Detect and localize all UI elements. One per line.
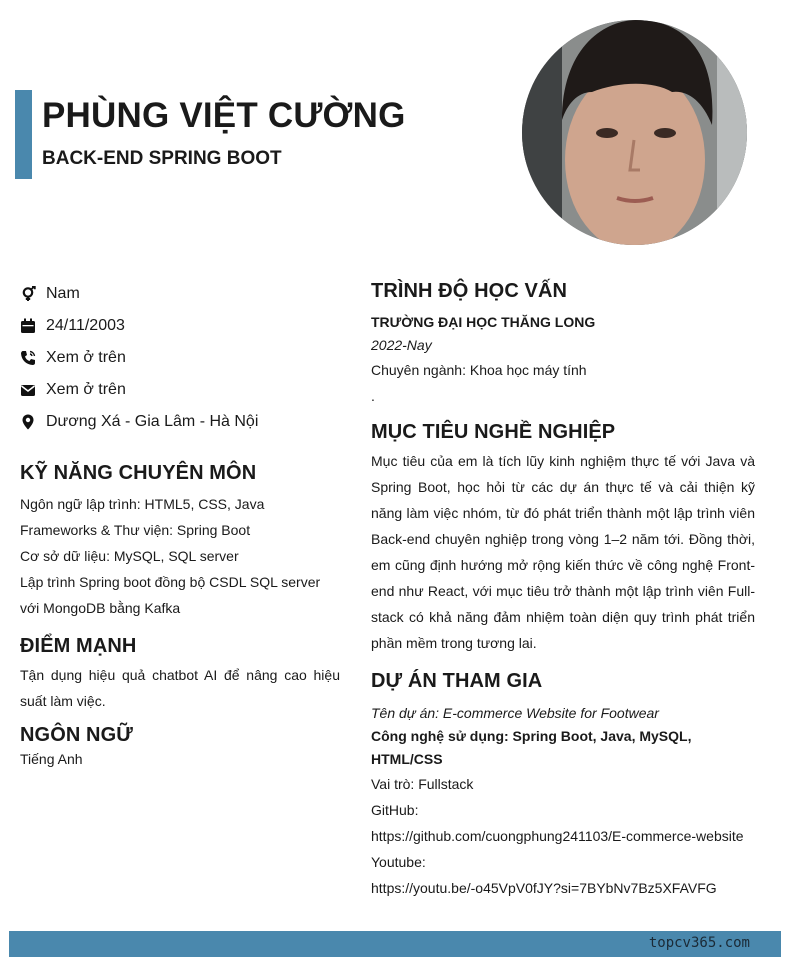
mail-icon: [20, 382, 36, 398]
name-accent-bar: [15, 90, 32, 179]
project-name: Tên dự án: E-commerce Website for Footwear: [371, 705, 659, 721]
contact-birthday: [20, 310, 340, 342]
left-column: [20, 278, 340, 771]
contact-phone: [20, 342, 340, 374]
project-tech: Công nghệ sử dụng: Spring Boot, Java, MySQL, HTML/CSS: [371, 728, 692, 767]
list-item: Frameworks & Thư viện: Spring Boot: [20, 522, 251, 538]
strengths-heading: ĐIỂM MẠNH: [20, 635, 137, 657]
education-major: Chuyên ngành: Khoa học máy tính: [371, 362, 587, 378]
objective-heading: MỤC TIÊU NGHỀ NGHIỆP: [371, 421, 616, 443]
candidate-role: BACK-END SPRING BOOT: [42, 148, 282, 169]
list-item: Ngôn ngữ lập trình: HTML5, CSS, Java: [20, 496, 265, 512]
address-value: Dương Xá - Gia Lâm - Hà Nội: [46, 413, 259, 430]
location-icon: [20, 414, 36, 430]
github-link[interactable]: https://github.com/cuongphung241103/E-commerce-website: [371, 828, 744, 844]
birthday-value: 24/11/2003: [46, 317, 125, 334]
footer-bar: [9, 931, 781, 957]
profile-photo: [522, 20, 747, 245]
school-name: TRƯỜNG ĐẠI HỌC THĂNG LONG: [371, 314, 596, 330]
objective-text: Mục tiêu của em là tích lũy kinh nghiệm thực tế với Java và Spring Boot, học hỏi từ các dự án thực tế và cải thiện kỹ năng làm việc nhóm, từ đó phát triển thành một lập trình viên Back-end chuyên nghiệp trong vòng 1–2 năm tới. Đồng thời, em cũng định hướng mở rộng kiến thức về công nghệ Front-end như React, với mục tiêu trở thành một lập trình viên Full-stack có khả năng đảm nhiệm toàn diện quy trình phát triển phần mềm trong tương lai.: [371, 453, 755, 651]
gender-value: Nam: [46, 285, 80, 302]
phone-value: Xem ở trên: [46, 349, 126, 366]
skills-heading: KỸ NĂNG CHUYÊN MÔN: [20, 462, 257, 484]
contact-email: [20, 374, 340, 406]
right-column: [371, 280, 755, 901]
calendar-icon: [20, 318, 36, 334]
list-item: Cơ sở dữ liệu: MySQL, SQL server: [20, 548, 239, 564]
github-label: GitHub:: [371, 802, 419, 818]
skills-list: [20, 491, 340, 621]
contact-address: [20, 406, 340, 438]
phone-icon: [20, 350, 36, 366]
education-note: .: [371, 388, 375, 404]
footer-site: topcv365.com: [648, 935, 750, 951]
list-item: Lập trình Spring boot đồng bộ CSDL SQL server với MongoDB bằng Kafka: [20, 574, 321, 616]
education-period: 2022-Nay: [371, 337, 432, 353]
gender-icon: [20, 286, 36, 302]
email-value: Xem ở trên: [46, 381, 126, 398]
contact-gender: [20, 278, 340, 310]
strengths-text: Tận dụng hiệu quả chatbot AI để nâng cao hiệu suất làm việc.: [20, 667, 340, 709]
languages-heading: NGÔN NGỮ: [20, 724, 133, 746]
youtube-link[interactable]: https://youtu.be/-o45VpV0fJY?si=7BYbNv7Bz5XFAVFG: [371, 880, 717, 896]
youtube-label: Youtube:: [371, 854, 426, 870]
candidate-name: PHÙNG VIỆT CƯỜNG: [42, 96, 406, 135]
languages-text: Tiếng Anh: [20, 751, 83, 767]
education-heading: TRÌNH ĐỘ HỌC VẤN: [371, 280, 568, 302]
projects-heading: DỰ ÁN THAM GIA: [371, 670, 543, 692]
project-role: Vai trò: Fullstack: [371, 776, 474, 792]
